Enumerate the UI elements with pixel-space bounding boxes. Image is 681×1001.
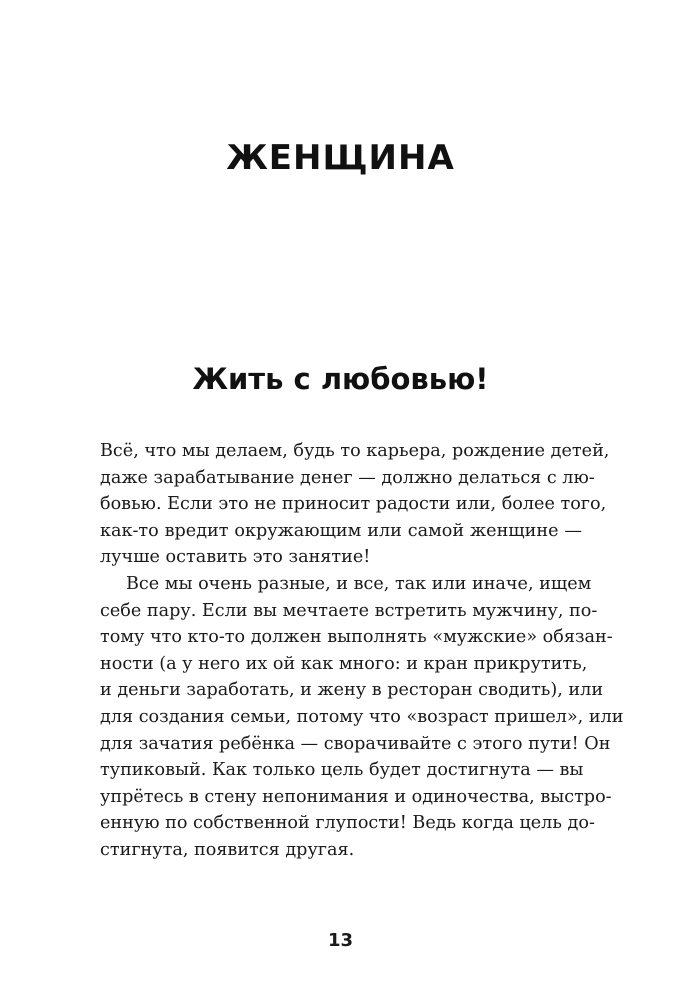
section-title: Жить с любовью!	[192, 362, 489, 396]
text-line: тупиковый. Как только цель будет достигнута — вы	[100, 760, 584, 781]
text-line: для создания семьи, потому что «возраст пришел», или	[100, 706, 624, 727]
text-line: как-то вредит окружающим или самой женщине —	[100, 520, 582, 541]
text-line: даже зарабатывание денег — должно делаться с лю-	[100, 467, 595, 488]
text-line: себе пару. Если вы мечтаете встретить мужчину, по-	[100, 600, 598, 621]
paragraph	[100, 571, 624, 864]
text-line: и деньги заработать, и жену в ресторан сводить), или	[100, 680, 604, 701]
chapter-title: ЖЕНЩИНА	[226, 138, 455, 178]
text-line: енную по собственной глупости! Ведь когда цель до-	[100, 813, 595, 834]
text-line: для зачатия ребёнка — сворачивайте с этого пути! Он	[100, 733, 611, 754]
text-line: тому что кто-то должен выполнять «мужские» обязан-	[100, 627, 613, 648]
text-line: лучше оставить это занятие!	[100, 547, 371, 568]
page-number: 13	[327, 930, 354, 951]
text-line: Всё, что мы делаем, будь то карьера, рождение детей,	[100, 441, 610, 461]
paragraph	[100, 438, 610, 571]
text-line: Все мы очень разные, и все, так или иначе, ищем	[126, 573, 592, 594]
text-line: стигнута, появится другая.	[100, 839, 355, 860]
text-line: бовью. Если это не приносит радости или, более того,	[100, 494, 607, 515]
text-line: упрётесь в стену непонимания и одиночества, выстро-	[100, 786, 612, 807]
body-text	[100, 438, 624, 864]
text-line: ности (а у него их ой как много: и кран прикрутить,	[100, 653, 588, 674]
